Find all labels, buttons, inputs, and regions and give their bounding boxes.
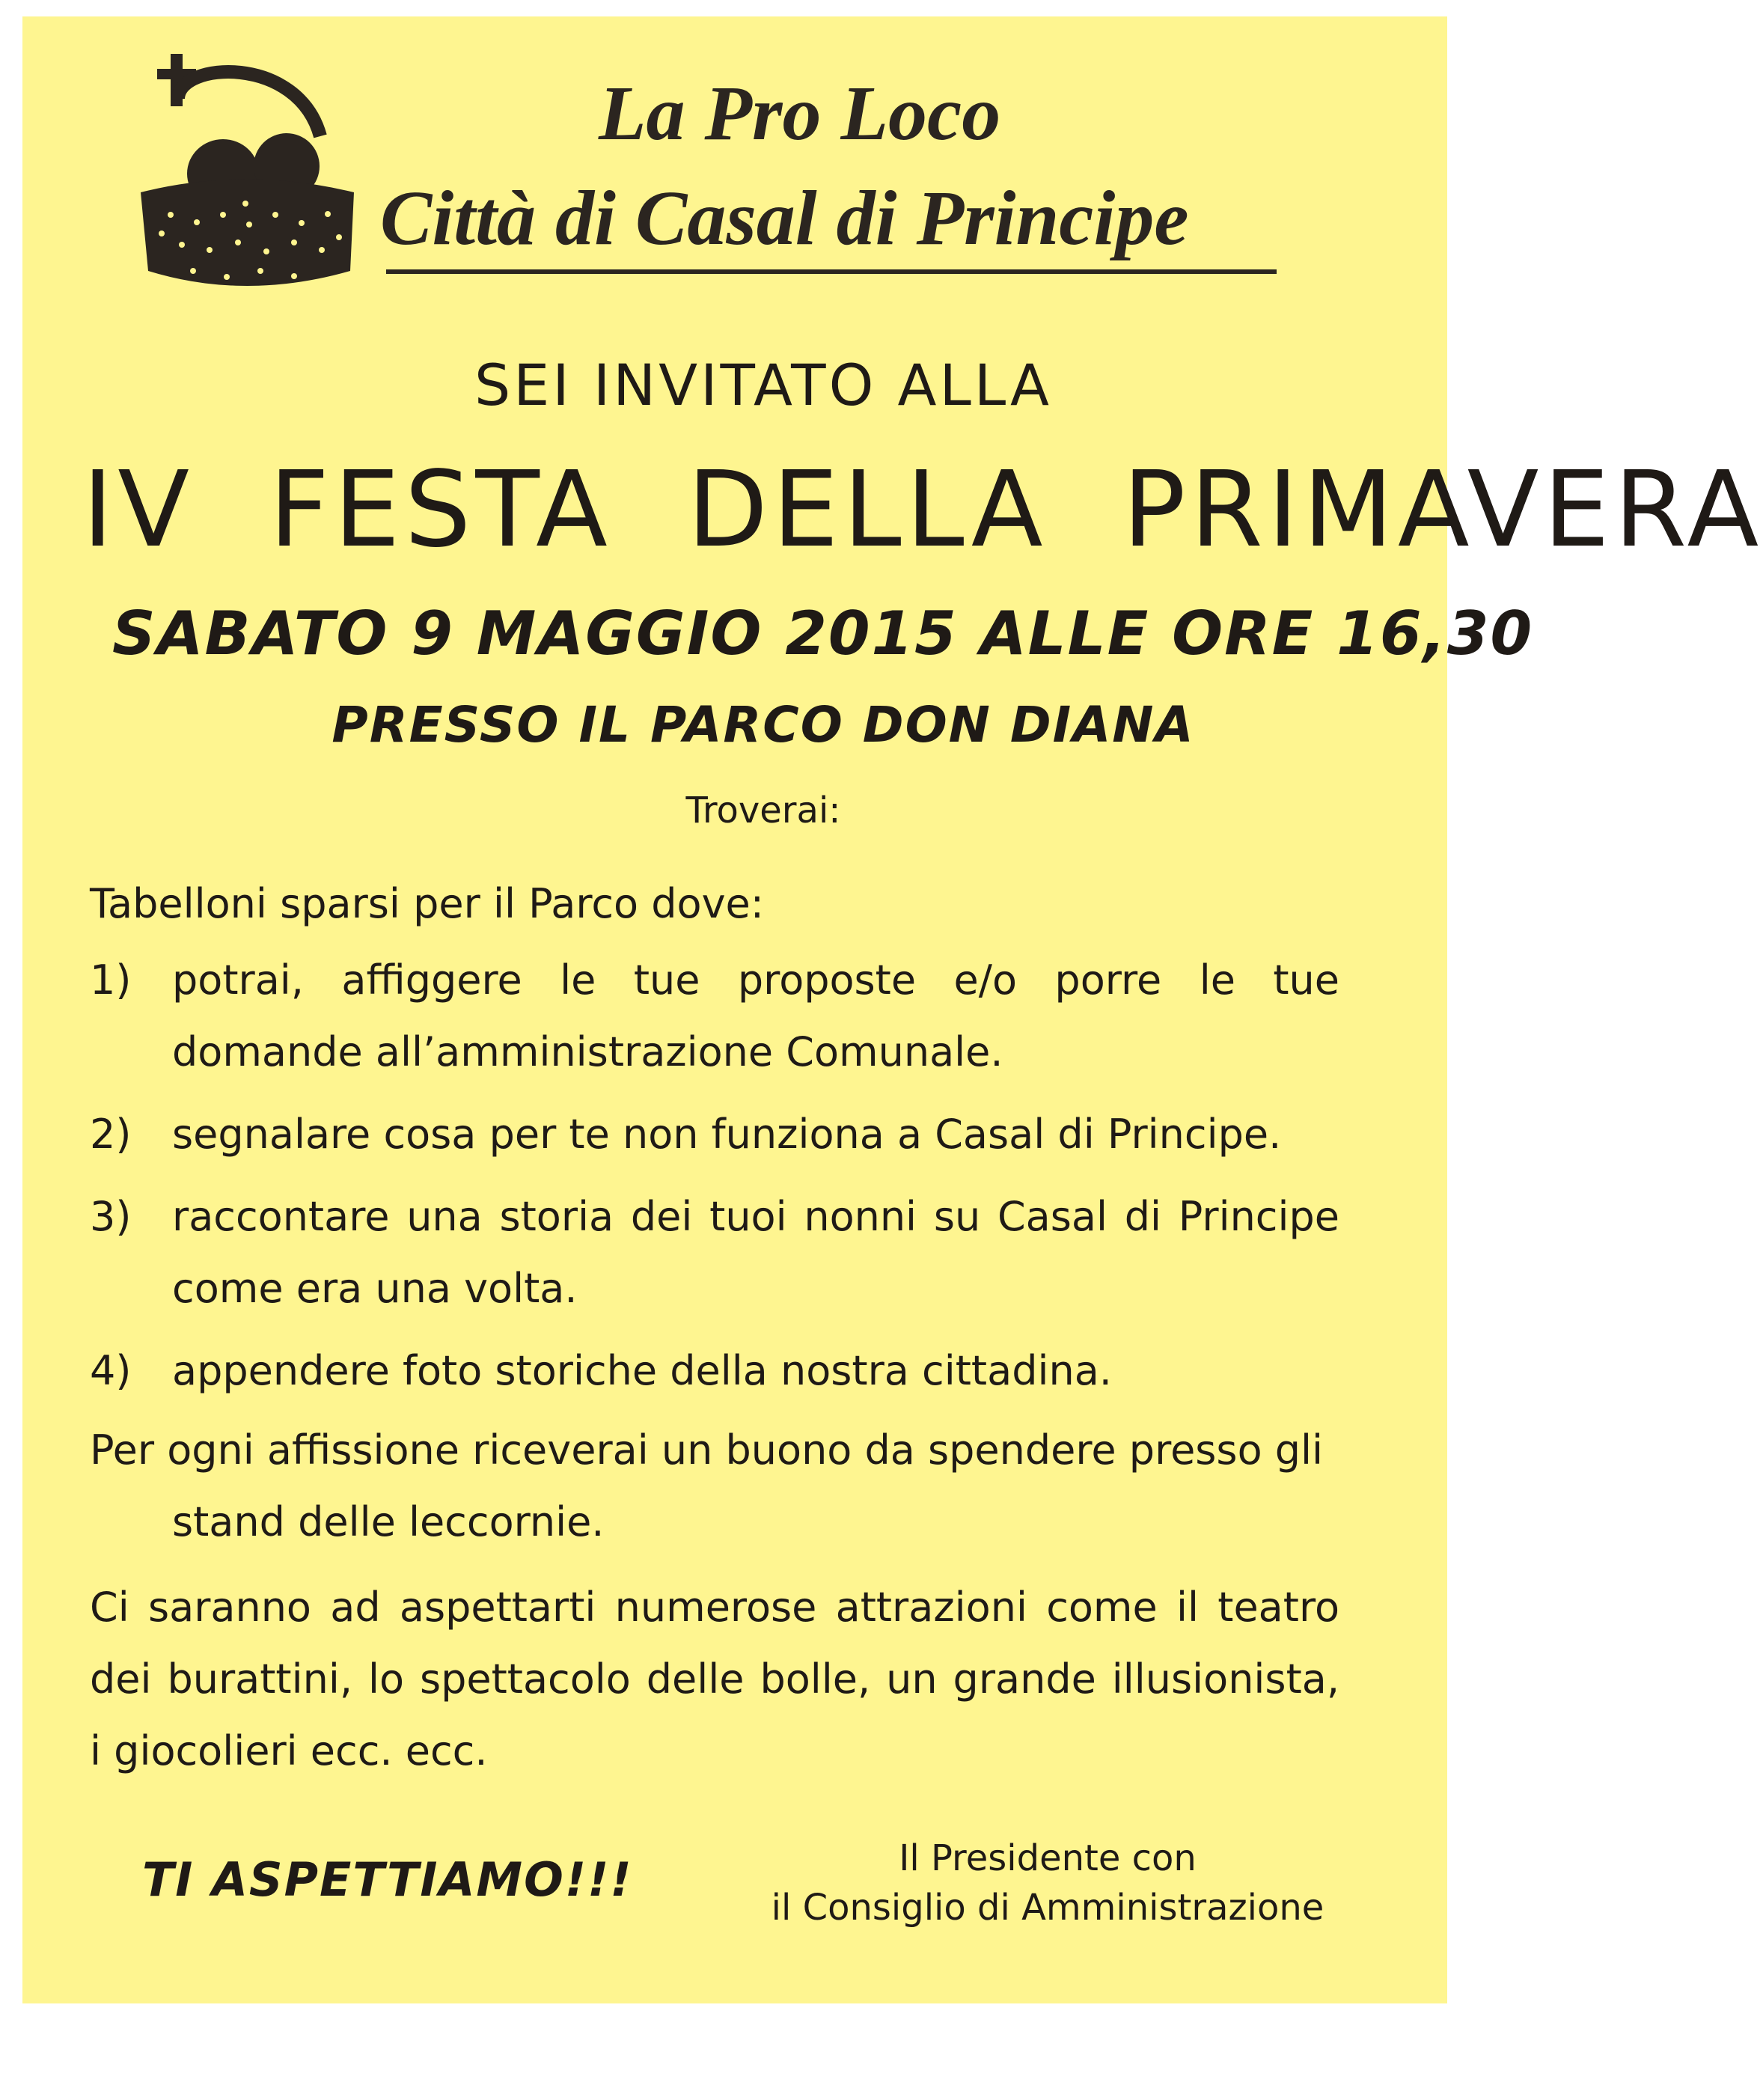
list-item-text: appendere foto storiche della nostra cittadina.: [172, 1347, 1112, 1394]
board-intro: Tabelloni sparsi per il Parco dove:: [90, 880, 764, 927]
list-item: [90, 1181, 1339, 1325]
list-item: [90, 1099, 1339, 1170]
pro-loco-basket-logo: [126, 54, 365, 301]
list-item-text: potrai, affiggere le tue proposte e/o porre le tue domande all’amministrazione Comunale.: [172, 956, 1339, 1075]
closing-message: TI ASPETTIAMO!!!: [142, 1852, 633, 1907]
header-divider: [386, 269, 1277, 274]
attractions-paragraph: Ci saranno ad aspettarti numerose attrazioni come il teatro dei burattini, lo spettacolo delle bolle, un grande illusionista, i giocolieri ecc. ecc.: [90, 1584, 1339, 1774]
troverai-heading: Troverai:: [685, 790, 841, 831]
list-item: [90, 944, 1339, 1088]
list-item-number: 1): [90, 956, 132, 1004]
org-name-line2: Città di Casal di Principe: [380, 175, 1189, 261]
event-title: IV FESTA DELLA PRIMAVERA: [82, 449, 1763, 571]
list-item-number: 3): [90, 1193, 132, 1240]
event-place: PRESSO IL PARCO DON DIANA: [331, 696, 1195, 754]
list-item-number: 4): [90, 1347, 132, 1394]
list-item-number: 2): [90, 1111, 132, 1158]
signature-line1: Il Presidente con: [899, 1837, 1197, 1879]
org-name-line1: La Pro Loco: [599, 70, 1001, 156]
coupon-paragraph: Per ogni affissione riceverai un buono da spendere presso gli stand delle leccornie.: [90, 1426, 1324, 1545]
activity-list: [90, 944, 1339, 1417]
list-item: [90, 1335, 1339, 1407]
invite-intro: SEI INVITATO ALLA: [474, 352, 1052, 418]
list-item-text: raccontare una storia dei tuoi nonni su Casal di Principe come era una volta.: [172, 1193, 1339, 1312]
signature-block: [741, 1834, 1354, 1932]
event-date: SABATO 9 MAGGIO 2015 ALLE ORE 16,30: [112, 599, 1534, 668]
signature-line2: il Consiglio di Amministrazione: [771, 1887, 1324, 1929]
list-item-text: segnalare cosa per te non funziona a Casal di Principe.: [172, 1111, 1282, 1158]
